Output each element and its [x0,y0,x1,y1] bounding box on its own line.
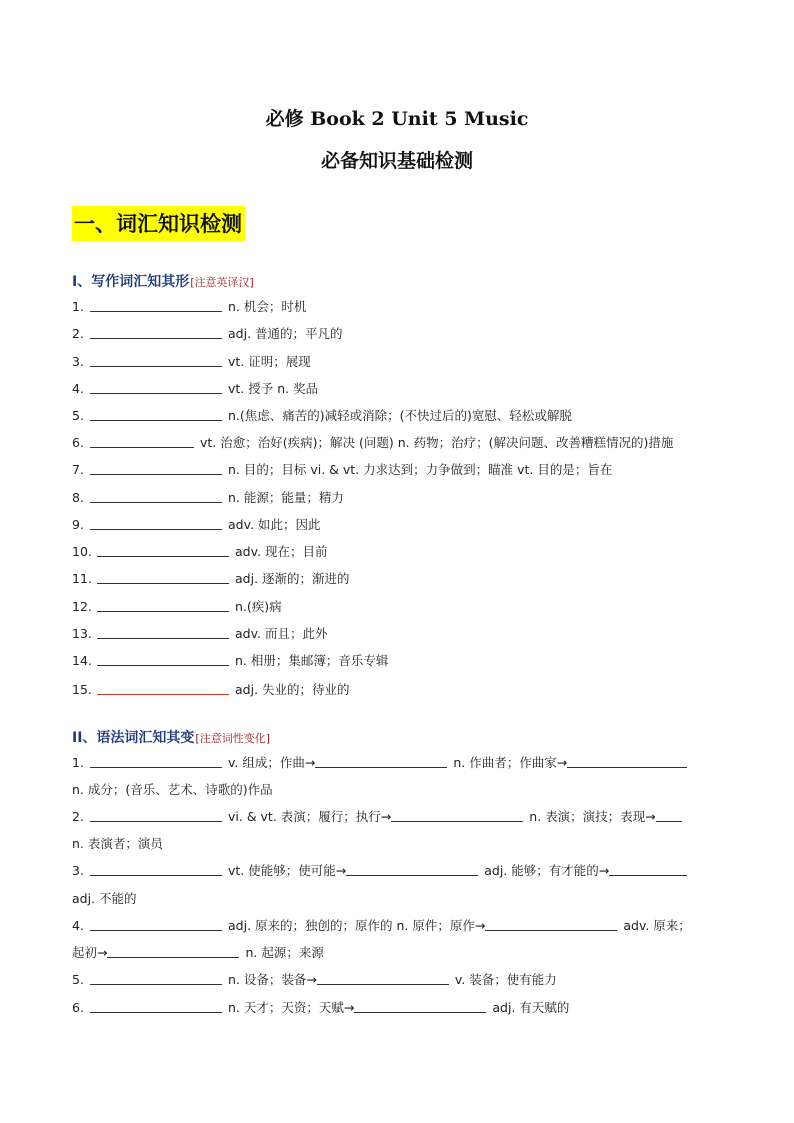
item-number: 5. [72,972,84,987]
answer-blank[interactable] [90,435,194,448]
answer-blank[interactable] [90,408,222,421]
answer-blank[interactable] [90,918,222,931]
list-item [72,916,691,934]
item-definition: n. 能源；能量；精力 [228,490,344,505]
item-definition: vt. 治愈；治好(疾病)；解决 (问题) n. 药物；治疗；(解决问题、改善糟糕情况的)措施 [200,435,674,450]
item-number: 1. [72,755,84,770]
item-definition: n. 天才；天资；天赋→ [228,1000,355,1015]
item-definition: n. 机会；时机 [228,299,307,314]
list-item [72,597,282,615]
item-number: 2. [72,326,84,341]
answer-blank[interactable] [97,571,229,584]
list-item [72,807,682,825]
item-definition: adj. 原来的；独创的；原作的 n. 原件；原作→ [228,918,486,933]
item-definition: adj. 普通的；平凡的 [228,326,343,341]
part1-label: I、写作词汇知其形 [72,274,190,290]
answer-blank[interactable] [90,972,222,985]
part1-heading [72,271,254,291]
list-item [72,488,344,506]
list-item [72,379,318,397]
item-definition: adj. 能够；有才能的→ [484,863,610,878]
item-definition: n.(焦虑、痛苦的)减轻或消除；(不快过后的)宽慰、轻松或解脱 [228,408,572,423]
answer-blank[interactable] [90,490,222,503]
item-definition: n. 设备；装备→ [228,972,317,987]
list-item [72,460,612,478]
answer-blank[interactable] [90,381,222,394]
answer-blank[interactable] [97,626,229,639]
item-number: 4. [72,381,84,396]
item-definition: n. 相册；集邮簿；音乐专辑 [235,653,389,668]
list-item-continued: n. 成分；(音乐、艺术、诗歌的)作品 [72,782,273,797]
answer-blank[interactable] [391,809,523,822]
answer-blank[interactable] [97,544,229,557]
list-item-continued: n. 表演者；演员 [72,836,163,851]
list-item [72,753,687,771]
item-number: 6. [72,1000,84,1015]
page-title: 必修 Book 2 Unit 5 Music [265,108,529,130]
item-number: 1. [72,299,84,314]
part1-note: [注意英译汉] [190,276,254,289]
answer-blank[interactable] [90,809,222,822]
part2-note: [注意词性变化] [195,732,271,745]
item-definition: adv. 而且；此外 [235,626,328,641]
answer-blank[interactable] [567,755,687,768]
list-item [72,515,320,533]
answer-blank[interactable] [656,809,682,822]
item-definition: adv. 原来； [623,918,691,933]
item-definition: n. 目的；目标 vi. & vt. 力求达到；力争做到；瞄准 vt. 目的是；旨在 [228,462,613,477]
answer-blank[interactable] [354,1000,486,1013]
item-definition: adj. 有天赋的 [492,1000,570,1015]
item-definition: adj. 失业的；待业的 [235,682,350,697]
answer-blank[interactable] [90,326,222,339]
list-item-continued [72,943,324,961]
list-item [72,406,572,424]
answer-blank[interactable] [90,299,222,312]
item-number: 6. [72,435,84,450]
item-number: 8. [72,490,84,505]
item-definition: adj. 逐渐的；渐进的 [235,571,350,586]
page-subtitle: 必备知识基础检测 [320,150,473,172]
answer-blank[interactable] [97,599,229,612]
item-definition: 起初→ [72,945,108,960]
answer-blank[interactable] [90,462,222,475]
item-number: 10. [72,544,92,559]
answer-blank[interactable] [346,863,478,876]
item-number: 13. [72,626,92,641]
item-definition: vt. 授予 n. 奖品 [228,381,319,396]
list-item-continued: adj. 不能的 [72,891,137,906]
item-definition: v. 装备；使有能力 [454,972,557,987]
item-number: 3. [72,354,84,369]
item-definition: n. 表演；演技；表现→ [529,809,656,824]
list-item [72,651,388,669]
section-heading-vocabulary: 一、词汇知识检测 [72,206,245,241]
list-item [72,998,569,1016]
answer-blank[interactable] [90,354,222,367]
item-definition: vi. & vt. 表演；履行；执行→ [228,809,392,824]
item-number: 14. [72,653,92,668]
item-number: 5. [72,408,84,423]
list-item [72,297,306,315]
answer-blank[interactable] [315,755,447,768]
answer-blank[interactable] [485,918,617,931]
list-item [72,542,327,560]
answer-blank[interactable] [90,517,222,530]
answer-blank[interactable] [317,972,449,985]
list-item [72,970,557,988]
part2-label: II、语法词汇知其变 [72,730,195,746]
item-number: 15. [72,682,92,697]
list-item [72,680,350,698]
answer-blank[interactable] [609,863,687,876]
list-item [72,324,343,342]
item-definition: adv. 现在；目前 [235,544,328,559]
item-number: 4. [72,918,84,933]
answer-blank[interactable] [97,653,229,666]
answer-blank[interactable] [97,682,229,695]
item-definition: n. 起源；来源 [245,945,324,960]
item-definition: v. 组成；作曲→ [228,755,316,770]
answer-blank[interactable] [90,1000,222,1013]
list-item [72,861,687,879]
item-definition: vt. 证明；展现 [228,354,311,369]
answer-blank[interactable] [90,755,222,768]
answer-blank[interactable] [90,863,222,876]
item-number: 7. [72,462,84,477]
item-number: 11. [72,571,92,586]
item-definition: n. 作曲者；作曲家→ [453,755,568,770]
item-number: 9. [72,517,84,532]
item-definition: n.(疾)病 [235,599,282,614]
item-number: 12. [72,599,92,614]
item-number: 3. [72,863,84,878]
list-item [72,569,350,587]
item-number: 2. [72,809,84,824]
item-definition: vt. 使能够；使可能→ [228,863,347,878]
list-item [72,624,327,642]
list-item [72,352,311,370]
list-item [72,433,673,451]
part2-heading [72,727,270,747]
item-definition: adv. 如此；因此 [228,517,321,532]
answer-blank[interactable] [107,945,239,958]
